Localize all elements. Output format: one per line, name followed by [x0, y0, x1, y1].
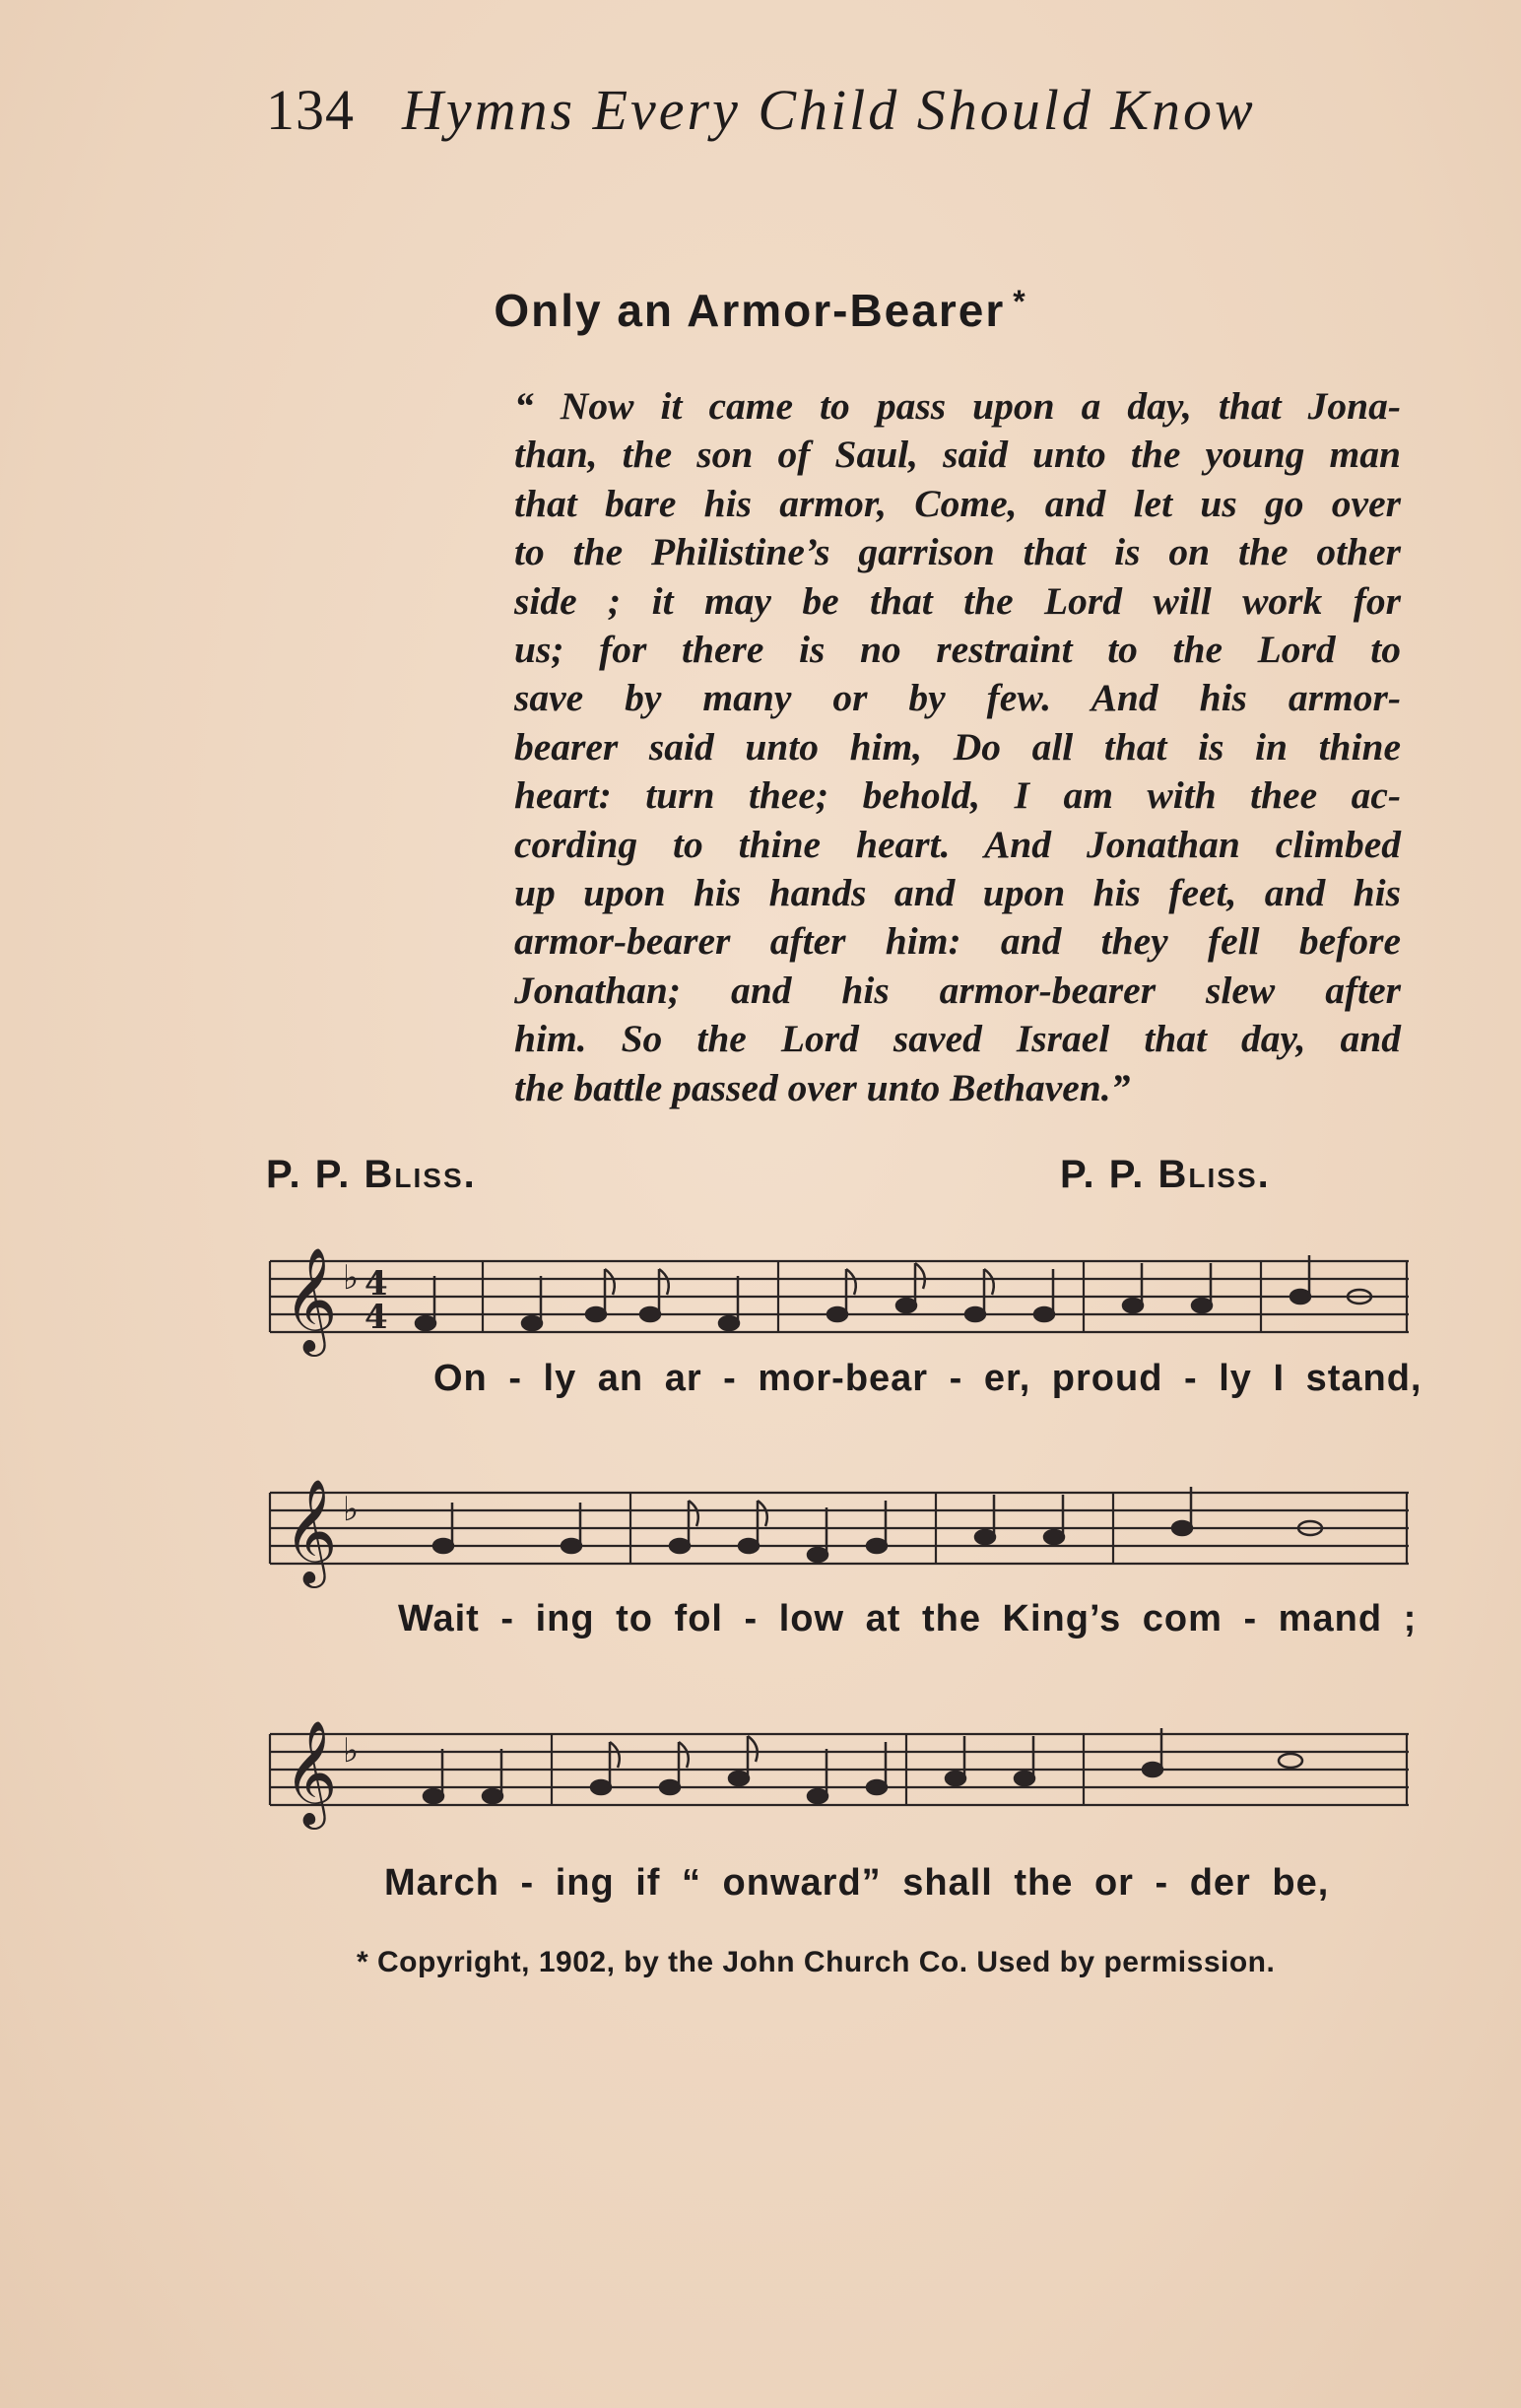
epigraph-line: the battle passed over unto Bethaven.” — [514, 1065, 1131, 1109]
epigraph-line: heart: turn thee; behold, I am with thee ac- — [514, 773, 1401, 818]
epigraph-line: than, the son of Saul, said unto the young man — [514, 433, 1401, 477]
hymn-title-block — [0, 284, 1521, 337]
running-head — [266, 77, 1256, 143]
treble-clef-icon: 𝄞 — [284, 1246, 338, 1352]
epigraph-line: side ; it may be that the Lord will work for — [514, 578, 1401, 623]
lyric-line-1: On - ly an ar - mor-bear - er, proud - ly I stand, — [433, 1358, 1422, 1399]
music-staff-1 — [266, 1232, 1409, 1360]
time-signature-bottom: 4 — [364, 1298, 388, 1337]
time-signature-top: 4 — [364, 1264, 388, 1304]
music-staff-3 — [266, 1705, 1409, 1833]
treble-clef-icon: 𝄞 — [284, 1478, 338, 1583]
treble-clef-icon: 𝄞 — [284, 1719, 338, 1825]
epigraph-line: him. So the Lord saved Israel that day, and — [514, 1017, 1401, 1061]
staff-notation-2 — [266, 1463, 1409, 1591]
lyric-line-3: March - ing if “ onward” shall the or - der be, — [384, 1862, 1330, 1904]
epigraph-line: Jonathan; and his armor-bearer slew after — [514, 968, 1401, 1012]
flat-icon: ♭ — [343, 1258, 360, 1298]
words-credit: P. P. Bliss. — [266, 1153, 477, 1196]
music-staff-2 — [266, 1463, 1409, 1591]
epigraph-line: that bare his armor, Come, and let us go over — [514, 481, 1401, 525]
epigraph — [514, 382, 1401, 1112]
book-title: Hymns Every Child Should Know — [402, 78, 1256, 142]
footnote-marker: * — [1013, 284, 1027, 319]
page-number: 134 — [266, 78, 355, 142]
music-credit: P. P. Bliss. — [1060, 1153, 1271, 1196]
epigraph-line: to the Philistine’s garrison that is on the other — [514, 530, 1401, 574]
copyright-footnote: * Copyright, 1902, by the John Church Co. Used by permission. — [357, 1946, 1276, 1978]
epigraph-line: bearer said unto him, Do all that is in thine — [514, 724, 1401, 769]
epigraph-line: armor-bearer after him: and they fell before — [514, 919, 1401, 964]
hymn-title: Only an Armor-Bearer — [494, 285, 1006, 336]
staff-notation-3 — [266, 1705, 1409, 1833]
epigraph-line: up upon his hands and upon his feet, and his — [514, 871, 1401, 915]
epigraph-line: us; for there is no restraint to the Lord to — [514, 628, 1401, 672]
epigraph-line: “ Now it came to pass upon a day, that Jona- — [514, 384, 1401, 428]
staff-notation-1 — [266, 1232, 1409, 1360]
epigraph-line: save by many or by few. And his armor- — [514, 676, 1401, 720]
flat-icon: ♭ — [343, 1490, 360, 1529]
epigraph-line: cording to thine heart. And Jonathan climbed — [514, 822, 1401, 866]
flat-icon: ♭ — [343, 1731, 360, 1771]
lyric-line-2: Wait - ing to fol - low at the King’s com - mand ; — [398, 1598, 1418, 1639]
